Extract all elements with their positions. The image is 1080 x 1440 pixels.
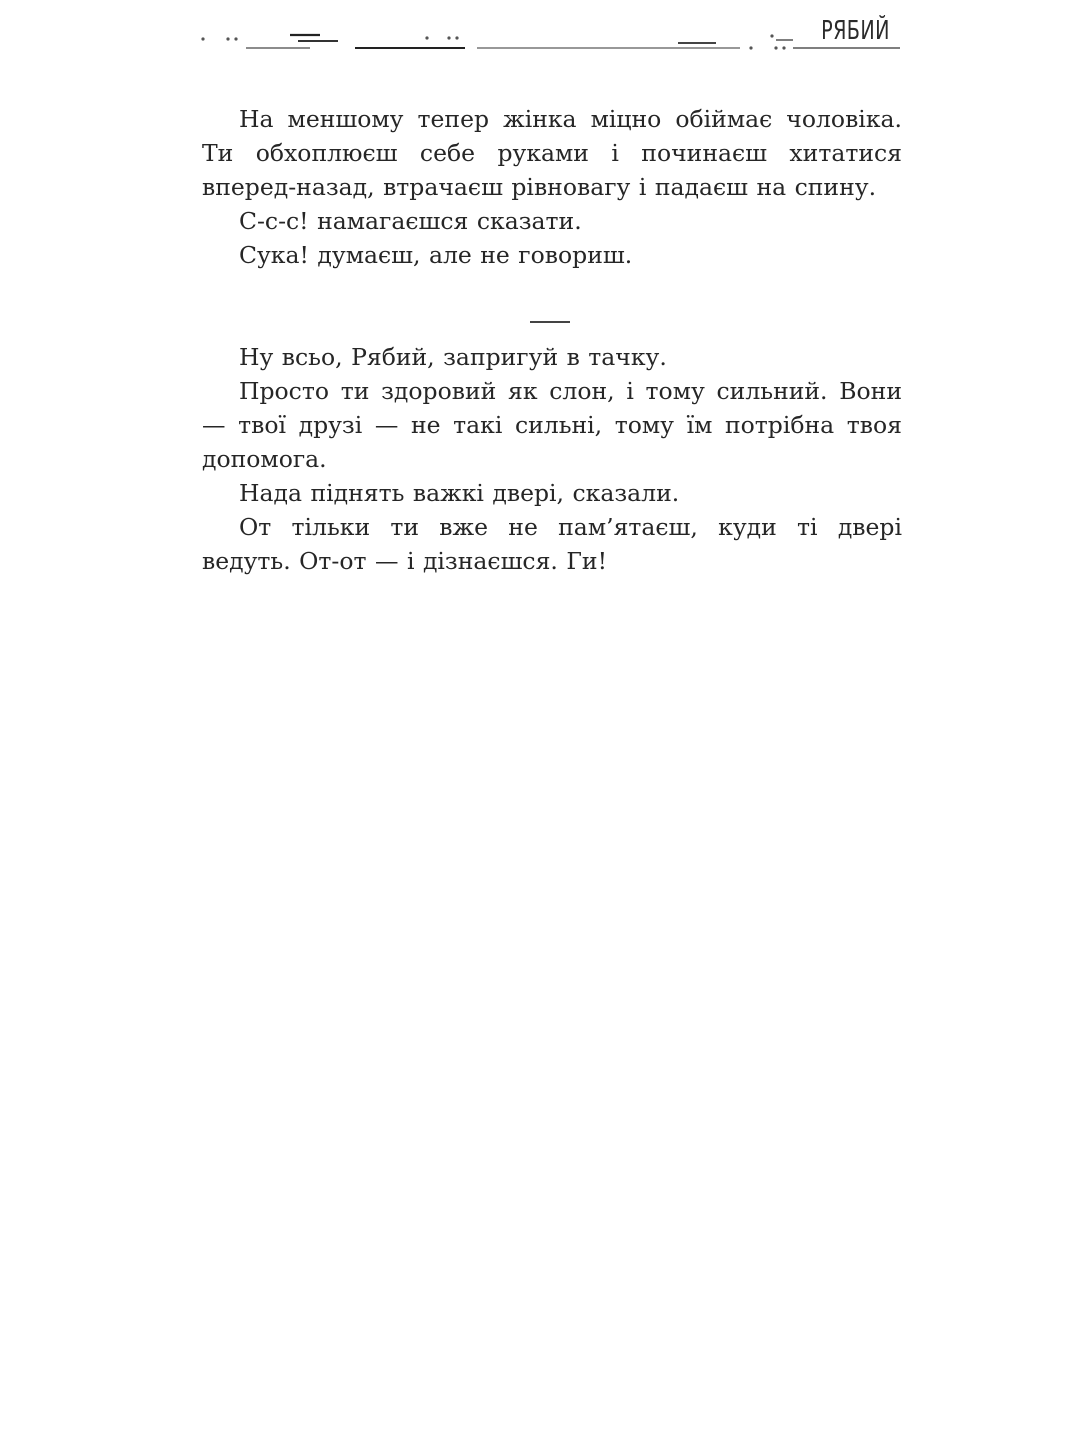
- header-dot: [774, 46, 777, 49]
- section-two-text: [202, 340, 902, 578]
- header-dot: [447, 36, 450, 39]
- paragraph: Ну всьо, Рябий, запригуй в тачку.: [239, 343, 667, 371]
- header-dot: [455, 36, 458, 39]
- header-dot: [226, 37, 229, 40]
- paragraph: Нада піднять важкі двері, сказали.: [239, 479, 680, 507]
- paragraph: Сука! думаєш, але не говориш.: [239, 241, 633, 269]
- header-dot: [749, 46, 752, 49]
- paragraph: Просто ти здоровий як слон, і тому сильний. Вони — твої друзі — не такі сильні, тому їм потрібна твоя допомога.: [202, 377, 902, 473]
- header-dot: [770, 34, 773, 37]
- header-dot: [782, 46, 785, 49]
- dashed-rule-decoration-icon: [198, 10, 902, 56]
- running-title: РЯБИЙ: [821, 16, 890, 46]
- header-dot: [201, 37, 204, 40]
- paragraph: С-с-с! намагаєшся сказати.: [239, 207, 582, 235]
- running-header: [198, 10, 902, 56]
- paragraph: От тільки ти вже не пам’ятаєш, куди ті двері ведуть. От-от — і дізнаєшся. Ги!: [202, 513, 902, 575]
- paragraph: На меншому тепер жінка міцно обіймає чоловіка. Ти обхоплюєш себе руками і починаєш хитатися вперед-назад, втрачаєш рівновагу і падаєш на спину.: [202, 105, 902, 201]
- scene-break-dash: [530, 321, 570, 323]
- header-dot: [234, 37, 237, 40]
- header-dot: [425, 36, 428, 39]
- section-one-text: [202, 102, 902, 272]
